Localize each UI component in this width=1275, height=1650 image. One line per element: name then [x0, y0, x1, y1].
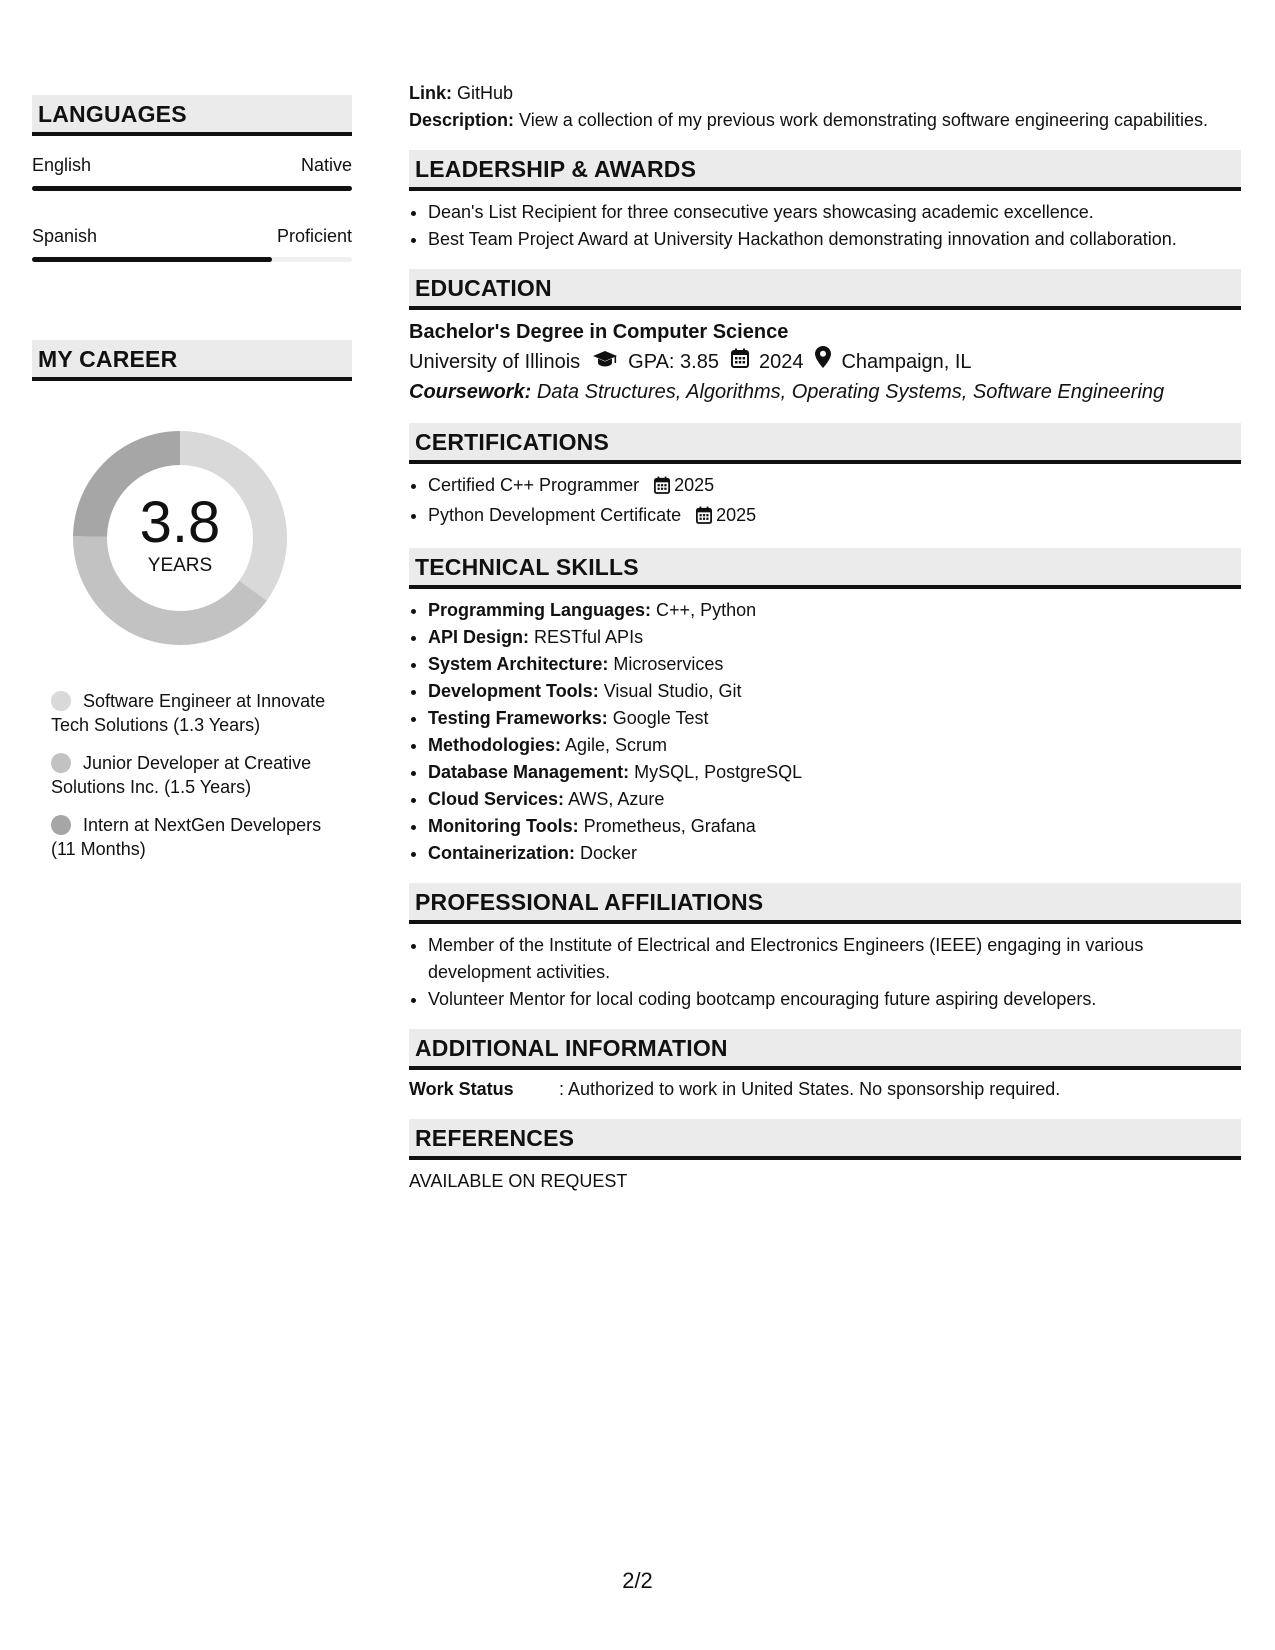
references-text: AVAILABLE ON REQUEST — [409, 1171, 628, 1191]
legend-label: Intern at NextGen Developers (11 Months) — [51, 815, 322, 859]
list-item: • Dean's List Recipient for three consecutive years showcasing academic excellence. — [428, 199, 1241, 226]
education-degree: Bachelor's Degree in Computer Science — [409, 321, 789, 343]
project-link-line — [409, 80, 1241, 107]
languages-heading: LANGUAGES — [32, 95, 352, 136]
skills-list — [409, 597, 1241, 867]
graduation-cap-icon — [592, 347, 618, 377]
list-item — [428, 786, 1241, 813]
skill-value: C++, Python — [656, 600, 757, 620]
skill-value: Microservices — [613, 654, 724, 674]
language-level-fill — [32, 257, 272, 262]
skill-value: Docker — [580, 843, 638, 863]
calendar-icon — [696, 505, 712, 532]
list-item — [428, 651, 1241, 678]
skill-label: Monitoring Tools: — [428, 816, 579, 836]
list-item — [428, 624, 1241, 651]
language-level-bar — [32, 186, 352, 191]
legend-item — [51, 751, 331, 799]
list-item: • Member of the Institute of Electrical and Electronics Engineers (IEEE) engaging in various development activities. — [428, 932, 1241, 986]
skill-label: Containerization: — [428, 843, 575, 863]
skill-label: Cloud Services: — [428, 789, 565, 809]
calendar-icon — [731, 347, 749, 377]
skill-value: Google Test — [612, 708, 709, 728]
references-heading: REFERENCES — [409, 1119, 1241, 1160]
affiliations-heading: PROFESSIONAL AFFILIATIONS — [409, 883, 1241, 924]
skill-label: API Design: — [428, 627, 530, 647]
education-heading: EDUCATION — [409, 269, 1241, 310]
list-item — [428, 813, 1241, 840]
list-item — [428, 597, 1241, 624]
right-column — [409, 80, 1241, 1195]
skill-value: Prometheus, Grafana — [583, 816, 756, 836]
list-item — [428, 678, 1241, 705]
career-donut-chart — [65, 423, 295, 653]
language-name: Spanish — [32, 226, 98, 246]
location-pin-icon — [815, 346, 831, 377]
calendar-icon — [654, 475, 670, 502]
left-column — [32, 95, 352, 875]
certification-name: Python Development Certificate — [428, 505, 682, 525]
education-gpa: GPA: 3.85 — [628, 350, 719, 373]
certification-name: Certified C++ Programmer — [428, 475, 640, 495]
language-item — [32, 154, 352, 191]
work-status-label: Work Status — [409, 1079, 514, 1099]
project-link-label: Link: — [409, 83, 452, 103]
education-school: University of Illinois — [409, 350, 581, 373]
certification-year: 2025 — [674, 475, 715, 495]
skill-label: Database Management: — [428, 762, 630, 782]
legend-label: Junior Developer at Creative Solutions Inc. (1.5 Years) — [51, 753, 312, 797]
skills-heading: TECHNICAL SKILLS — [409, 548, 1241, 589]
legend-item — [51, 813, 331, 861]
skill-value: Agile, Scrum — [565, 735, 668, 755]
skill-value: MySQL, PostgreSQL — [634, 762, 803, 782]
list-item — [428, 732, 1241, 759]
coursework-value: Data Structures, Algorithms, Operating Systems, Software Engineering — [536, 381, 1165, 403]
legend-swatch — [51, 815, 71, 835]
list-item — [428, 759, 1241, 786]
project-description-line — [409, 107, 1241, 134]
skill-label: System Architecture: — [428, 654, 609, 674]
certifications-list — [409, 472, 1241, 532]
list-item — [428, 472, 1241, 502]
page-number: 2/2 — [622, 1568, 653, 1593]
legend-swatch — [51, 753, 71, 773]
education-location: Champaign, IL — [841, 350, 972, 373]
education-year: 2024 — [758, 350, 804, 373]
project-description-value: View a collection of my previous work demonstrating software engineering capabilities. — [519, 110, 1209, 130]
language-item — [32, 225, 352, 262]
education-meta — [409, 346, 1241, 377]
certifications-heading: CERTIFICATIONS — [409, 423, 1241, 464]
language-level: Native — [300, 155, 352, 175]
education-coursework — [409, 377, 1241, 407]
skill-value: RESTful APIs — [534, 627, 644, 647]
work-status-value: : Authorized to work in United States. No sponsorship required. — [559, 1079, 1061, 1099]
leadership-heading: LEADERSHIP & AWARDS — [409, 150, 1241, 191]
list-item: • Best Team Project Award at University Hackathon demonstrating innovation and collaboration. — [428, 226, 1241, 253]
project-description-label: Description: — [409, 110, 515, 130]
legend-item — [51, 689, 331, 737]
career-heading: MY CAREER — [32, 340, 352, 381]
career-total-value: 3.8 — [139, 490, 221, 555]
skill-value: Visual Studio, Git — [603, 681, 742, 701]
work-status-row — [409, 1076, 1241, 1103]
skill-label: Methodologies: — [428, 735, 561, 755]
list-item — [428, 502, 1241, 532]
list-item: • Volunteer Mentor for local coding bootcamp encouraging future aspiring developers. — [428, 986, 1241, 1013]
list-item — [428, 705, 1241, 732]
coursework-label: Coursework: — [409, 381, 532, 403]
legend-label: Software Engineer at Innovate Tech Solutions (1.3 Years) — [51, 691, 326, 735]
skill-label: Development Tools: — [428, 681, 599, 701]
certification-year: 2025 — [716, 505, 757, 525]
career-total-unit: YEARS — [147, 555, 213, 576]
skill-label: Programming Languages: — [428, 600, 652, 620]
affiliations-list — [409, 932, 1241, 1013]
skill-label: Testing Frameworks: — [428, 708, 608, 728]
leadership-list — [409, 199, 1241, 253]
career-legend — [51, 689, 331, 861]
list-item — [428, 840, 1241, 867]
language-level: Proficient — [276, 226, 352, 246]
language-level-fill — [32, 186, 352, 191]
language-name: English — [32, 155, 92, 175]
skill-value: AWS, Azure — [568, 789, 665, 809]
legend-swatch — [51, 691, 71, 711]
language-level-bar — [32, 257, 352, 262]
project-link-value[interactable]: GitHub — [457, 83, 514, 103]
additional-info-heading: ADDITIONAL INFORMATION — [409, 1029, 1241, 1070]
